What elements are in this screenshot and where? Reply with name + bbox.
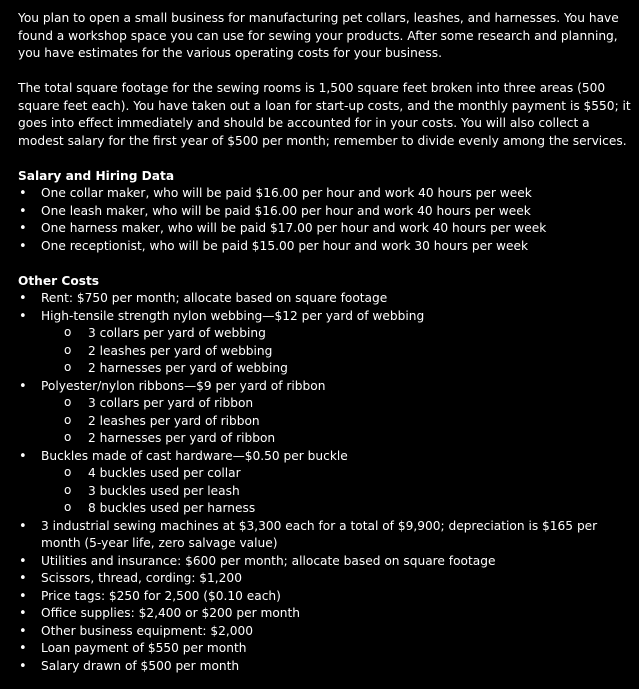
sub-list-item — [18, 395, 631, 413]
list-item-text: Loan payment of $550 per month — [41, 641, 247, 655]
list-item-text: Salary drawn of $500 per month — [41, 658, 240, 673]
buckles-sublist — [18, 465, 631, 518]
salary-list — [18, 185, 631, 255]
webbing-sublist — [18, 325, 631, 378]
list-item — [18, 518, 631, 553]
list-item — [18, 640, 631, 658]
list-item — [18, 203, 631, 221]
sub-list-item — [18, 430, 631, 448]
sub-list-item — [18, 465, 631, 483]
ribbons-sublist — [18, 395, 631, 448]
salary-heading: Salary and Hiring Data — [18, 168, 175, 183]
list-item-text: Polyester/nylon ribbons—$9 per yard of ribbon — [41, 378, 326, 393]
sub-list-item-text: 3 buckles used per leash — [88, 483, 240, 498]
section-spacer — [18, 255, 631, 273]
list-item-text: One receptionist, who will be paid $15.00 per hour and work 30 hours per week — [41, 238, 529, 253]
list-item — [18, 658, 631, 676]
sub-list-item-text: 4 buckles used per collar — [88, 466, 241, 480]
bullet-icon: • — [19, 641, 27, 656]
bullet-icon: • — [19, 571, 27, 586]
list-item — [18, 185, 631, 203]
list-item — [18, 290, 631, 308]
sub-list-item — [18, 500, 631, 518]
bullet-icon: • — [19, 448, 27, 464]
bullet-icon: • — [19, 308, 27, 324]
sub-list-item-text: 2 leashes per yard of webbing — [88, 343, 273, 358]
circle-bullet-icon: o — [64, 482, 72, 497]
bullet-icon: • — [19, 238, 27, 254]
circle-bullet-icon: o — [64, 412, 72, 427]
list-item-text: One collar maker, who will be paid $16.00 per hour and work 40 hours per week — [41, 186, 532, 200]
other-costs-list — [18, 290, 631, 675]
sub-list-item-text: 2 harnesses per yard of webbing — [88, 361, 288, 375]
list-item — [18, 605, 631, 623]
list-item — [18, 448, 631, 466]
list-item-text: Scissors, thread, cording: $1,200 — [41, 571, 242, 585]
bullet-icon: • — [19, 203, 27, 219]
circle-bullet-icon: o — [64, 395, 72, 409]
circle-bullet-icon: o — [64, 342, 72, 357]
sub-list-item — [18, 360, 631, 378]
sub-list-item — [18, 343, 631, 361]
sub-list-item-text: 8 buckles used per harness — [88, 501, 256, 515]
list-item-text: Office supplies: $2,400 or $200 per month — [41, 606, 301, 620]
bullet-icon: • — [19, 378, 27, 394]
list-item — [18, 308, 631, 326]
bullet-icon: • — [19, 553, 27, 569]
list-item — [18, 588, 631, 606]
list-item — [18, 378, 631, 396]
bullet-icon: • — [19, 658, 27, 674]
list-item — [18, 570, 631, 588]
bullet-icon: • — [19, 518, 27, 534]
sub-list-item — [18, 325, 631, 343]
list-item — [18, 623, 631, 641]
circle-bullet-icon: o — [64, 500, 72, 514]
list-item-text: 3 industrial sewing machines at $3,300 each for a total of $9,900; depreciation is $165 per month (5-year life, zero salvage value) — [41, 518, 598, 550]
circle-bullet-icon: o — [64, 430, 72, 444]
list-item-text: Price tags: $250 for 2,500 ($0.10 each) — [41, 588, 281, 603]
circle-bullet-icon: o — [64, 360, 72, 374]
list-item-text: Buckles made of cast hardware—$0.50 per buckle — [41, 448, 348, 463]
list-item — [18, 238, 631, 256]
sub-list-item-text: 3 collars per yard of webbing — [88, 326, 266, 340]
sub-list-item — [18, 483, 631, 501]
sub-list-item-text: 2 leashes per yard of ribbon — [88, 413, 260, 428]
bullet-icon: • — [19, 291, 27, 306]
bullet-icon: • — [19, 606, 27, 621]
sub-list-item-text: 2 harnesses per yard of ribbon — [88, 431, 276, 445]
list-item-text: Other business equipment: $2,000 — [41, 623, 254, 638]
intro-paragraph-1: You plan to open a small business for manufacturing pet collars, leashes, and harnesses. You have found a workshop space you can use for sewing your products. After some research and planning, you have estimates for the various operating costs for your business. — [18, 11, 619, 60]
bullet-icon: • — [19, 588, 27, 604]
list-item-text: One leash maker, who will be paid $16.00 per hour and work 40 hours per week — [41, 203, 531, 218]
circle-bullet-icon: o — [64, 465, 72, 479]
intro-paragraph-2: The total square footage for the sewing rooms is 1,500 square feet broken into three areas (500 square feet each). You have taken out a loan for start-up costs, and the monthly payment is $550; it goes into effect immediately and should be accounted for in your costs. You will also collect a modest salary for the first year of $500 per month; remember to divide evenly among the services. — [18, 81, 631, 148]
list-item-text: One harness maker, who will be paid $17.00 per hour and work 40 hours per week — [41, 221, 547, 235]
bullet-icon: • — [19, 221, 27, 236]
list-item-text: High-tensile strength nylon webbing—$12 per yard of webbing — [41, 308, 425, 323]
sub-list-item-text: 3 collars per yard of ribbon — [88, 396, 254, 410]
list-item — [18, 553, 631, 571]
circle-bullet-icon: o — [64, 325, 72, 339]
other-costs-heading: Other Costs — [18, 273, 100, 288]
bullet-icon: • — [19, 623, 27, 639]
list-item-text: Utilities and insurance: $600 per month; allocate based on square footage — [41, 553, 496, 568]
sub-list-item — [18, 413, 631, 431]
list-item — [18, 220, 631, 238]
list-item-text: Rent: $750 per month; allocate based on square footage — [41, 291, 388, 305]
bullet-icon: • — [19, 186, 27, 201]
